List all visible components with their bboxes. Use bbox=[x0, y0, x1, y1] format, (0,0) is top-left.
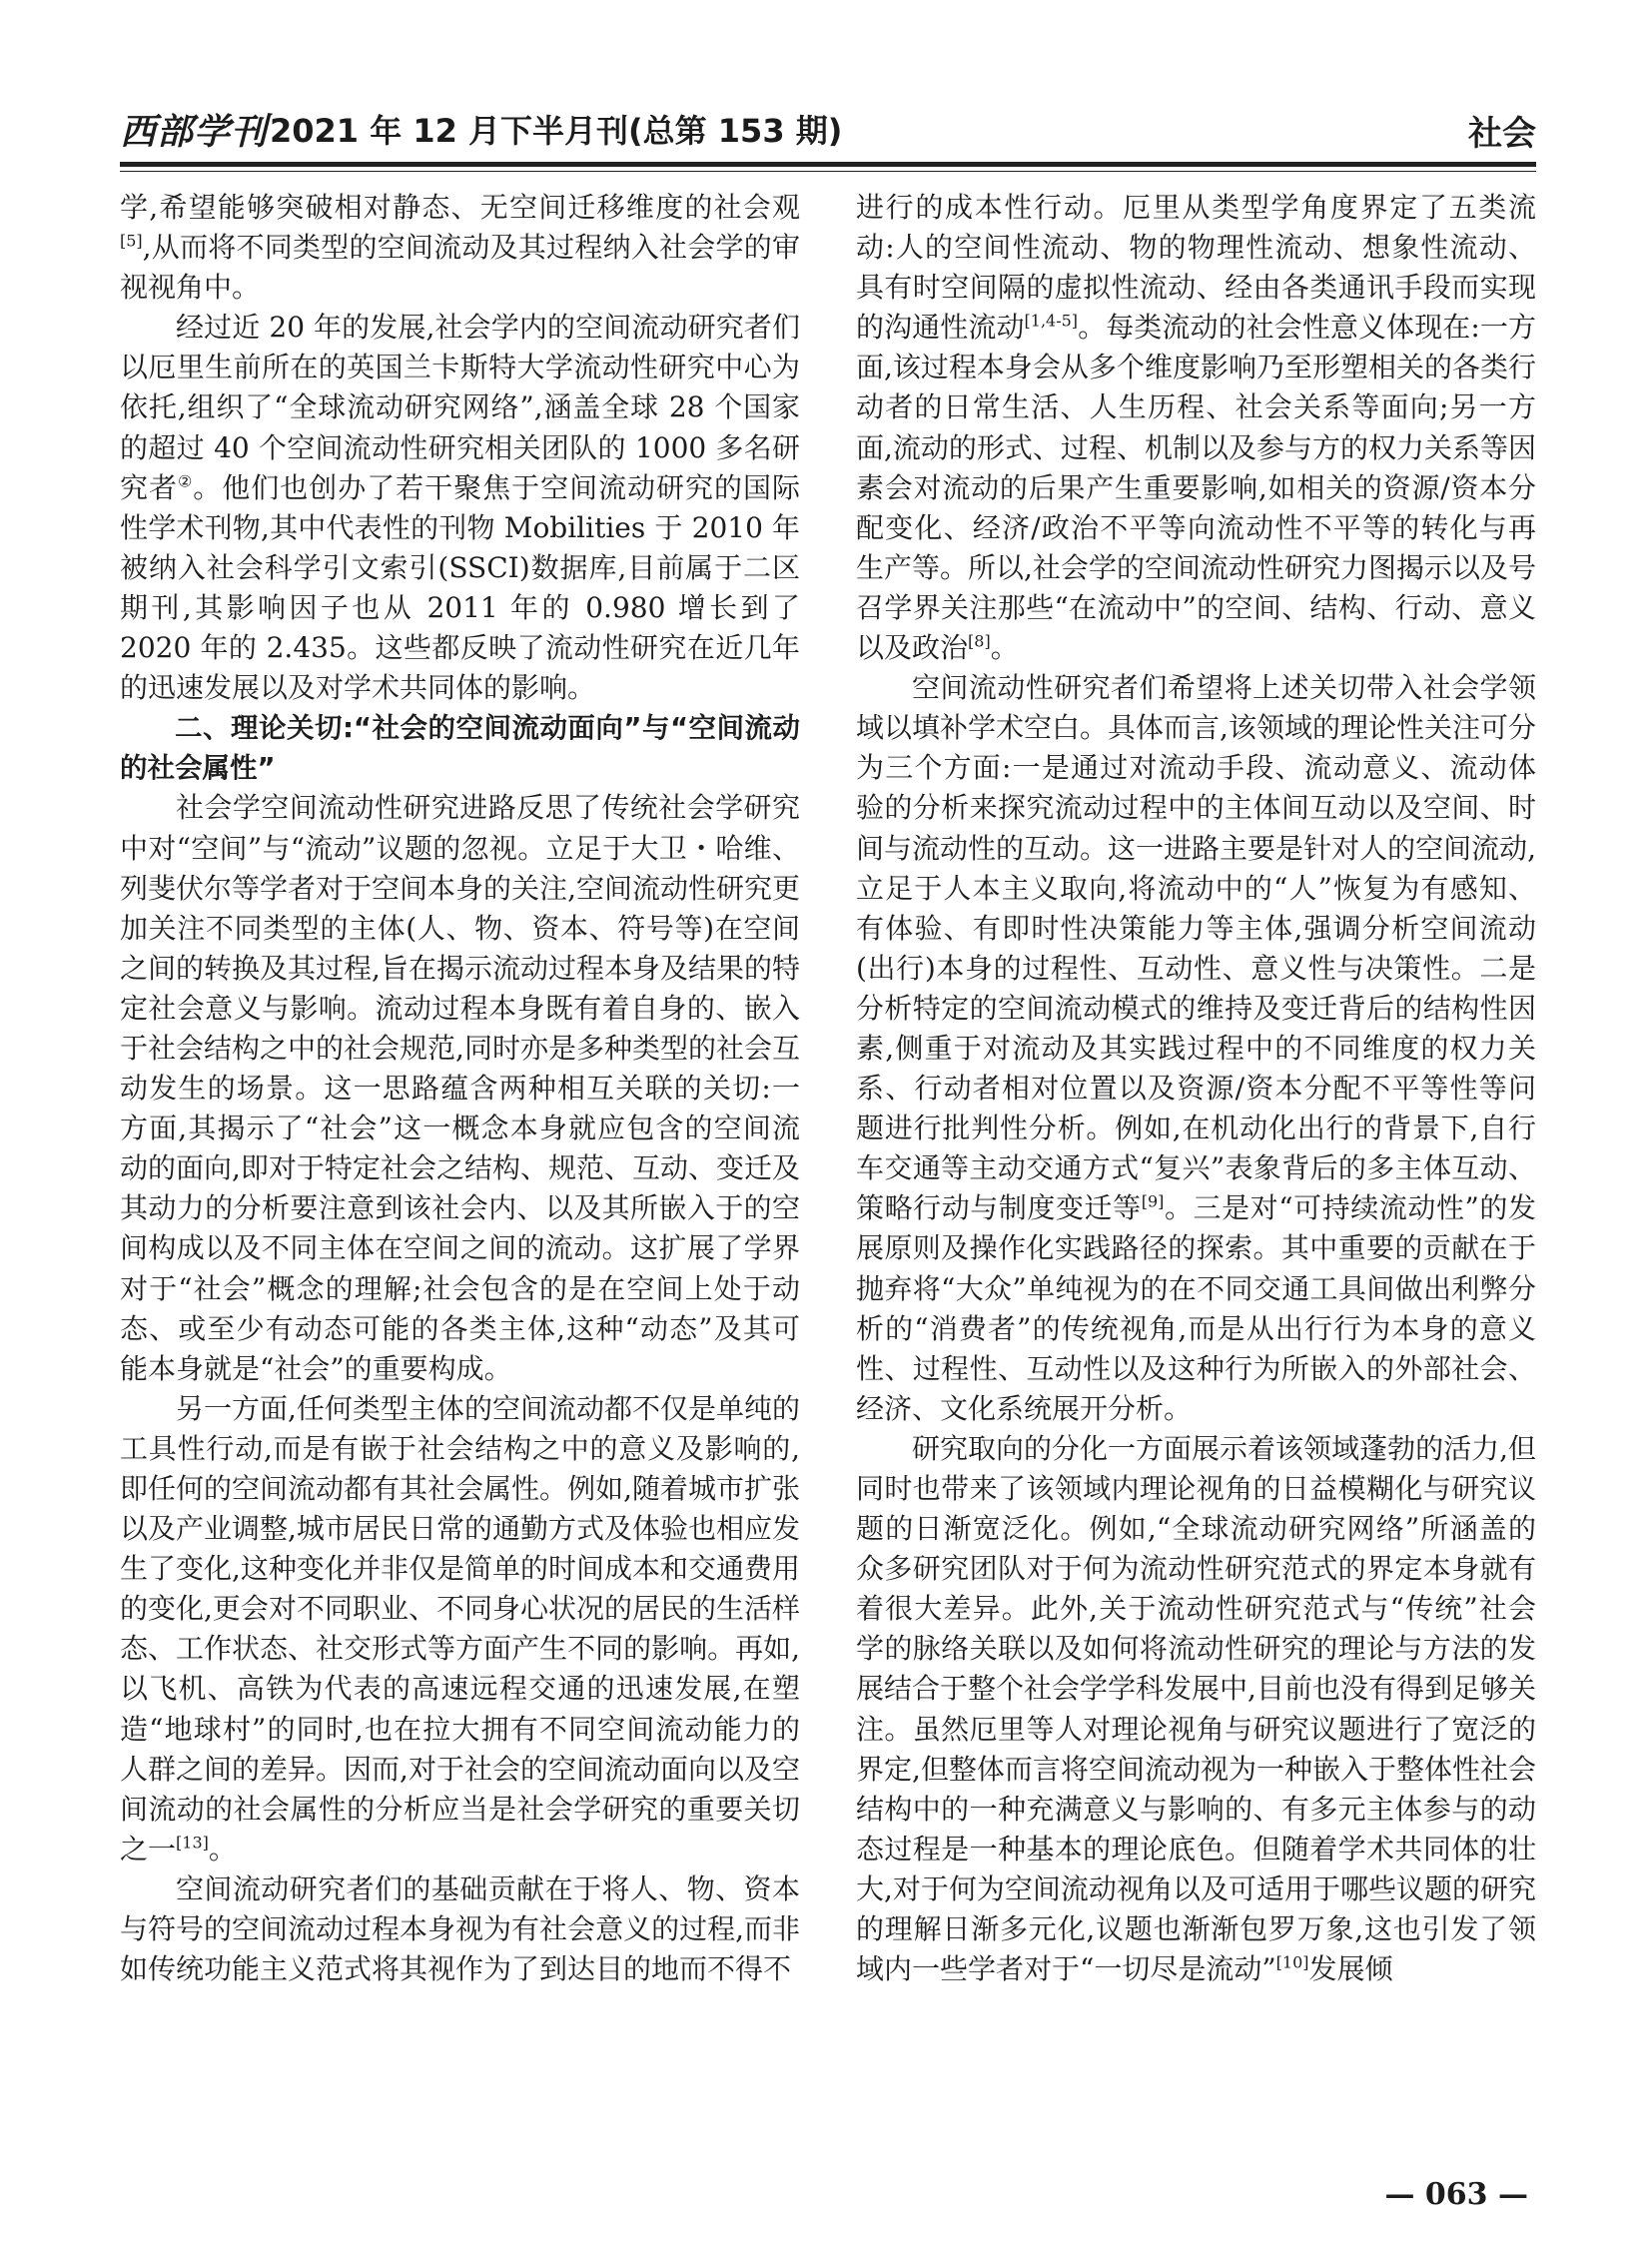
citation: [5] bbox=[120, 231, 143, 251]
left-column bbox=[120, 188, 800, 1989]
section-heading: 二、理论关切:“社会的空间流动面向”与“空间流动的社会属性” bbox=[120, 712, 800, 785]
right-column bbox=[856, 188, 1536, 1989]
paragraph: 空间流动研究者们的基础贡献在于将人、物、资本与符号的空间流动过程本身视为有社会意义的过程,而非如传统功能主义范式将其视作为了到达目的地而不得不 bbox=[120, 1871, 800, 1986]
footnote-marker: ② bbox=[177, 471, 194, 491]
page-header bbox=[120, 102, 1536, 152]
citation: [10] bbox=[1275, 1952, 1309, 1972]
citation: [1,4-5] bbox=[1024, 311, 1079, 331]
header-rule-thick bbox=[120, 162, 1536, 167]
citation: [13] bbox=[176, 1833, 209, 1853]
citation: [8] bbox=[968, 631, 991, 651]
paragraph: 另一方面,任何类型主体的空间流动都不仅是单纯的工具性行动,而是有嵌于社会结构之中的意义及影响的,即任何的空间流动都有其社会属性。例如,随着城市扩张以及产业调整,城市居民日常的通勤方式及体验也相应发生了变化,这种变化并非仅是简单的时间成本和交通费用的变化,更会对不同职业、不同身心状况的居民的生活样态、工作状态、社交形式等方面产生不同的影响。再如,以飞机、高铁为代表的高速远程交通的迅速发展,在塑造“地球村”的同时,也在拉大拥有不同空间流动能力的人群之间的差异。因而,对于社会的空间流动面向以及空间流动的社会属性的分析应当是社会学研究的重要关切之一[13]。 bbox=[120, 1391, 800, 1866]
paragraph: 空间流动性研究者们希望将上述关切带入社会学领域以填补学术空白。具体而言,该领域的理论性关注可分为三个方面:一是通过对流动手段、流动意义、流动体验的分析来探究流动过程中的主体间互动以及空间、时间与流动性的互动。这一进路主要是针对人的空间流动,立足于人本主义取向,将流动中的“人”恢复为有感知、有体验、有即时性决策能力等主体,强调分析空间流动(出行)本身的过程性、互动性、意义性与决策性。二是分析特定的空间流动模式的维持及变迁背后的结构性因素,侧重于对流动及其实践过程中的不同维度的权力关系、行动者相对位置以及资源/资本分配不平等性等问题进行批判性分析。例如,在机动化出行的背景下,自行车交通等主动交通方式“复兴”表象背后的多主体互动、策略行动与制度变迁等[9]。三是对“可持续流动性”的发展原则及操作化实践路径的探索。其中重要的贡献在于抛弃将“大众”单纯视为的在不同交通工具间做出利弊分析的“消费者”的传统视角,而是从出行行为本身的意义性、过程性、互动性以及这种行为所嵌入的外部社会、经济、文化系统展开分析。 bbox=[856, 671, 1536, 1425]
paragraph: 进行的成本性行动。厄里从类型学角度界定了五类流动:人的空间性流动、物的物理性流动、想象性流动、具有时空间隔的虚拟性流动、经由各类通讯手段而实现的沟通性流动[1,4-5]。每类流动的社会性意义体现在:一方面,该过程本身会从多个维度影响乃至形塑相关的各类行动者的日常生活、人生历程、社会关系等面向;另一方面,流动的形式、过程、机制以及参与方的权力关系等因素会对流动的后果产生重要影响,如相关的资源/资本分配变化、经济/政治不平等向流动性不平等的转化与再生产等。所以,社会学的空间流动性研究力图揭示以及号召学界关注那些“在流动中”的空间、结构、行动、意义以及政治[8]。 bbox=[856, 191, 1536, 665]
header-rule-thin bbox=[120, 171, 1536, 172]
citation: [9] bbox=[1141, 1192, 1165, 1212]
paragraph: 学,希望能够突破相对静态、无空间迁移维度的社会观[5],从而将不同类型的空间流动及其过程纳入社会学的审视视角中。 bbox=[120, 191, 800, 305]
section-name: 社会 bbox=[1468, 114, 1536, 154]
paragraph: 经过近 20 年的发展,社会学内的空间流动研究者们以厄里生前所在的英国兰卡斯特大学流动性研究中心为依托,组织了“全球流动研究网络”,涵盖全球 28 个国家的超过 40 个空间流动性研究相关团队的 1000 多名研究者②。他们也创办了若干聚焦于空间流动研究的国际性学术刊物,其中代表性的刊物 Mobilities 于 2010 年被纳入社会科学引文索引(SSCI)数据库,目前属于二区期刊,其影响因子也从 2011 年的 0.980 增长到了 2020 年的 2.435。这些都反映了流动性研究在近几年的迅速发展以及对学术共同体的影响。 bbox=[120, 311, 800, 705]
page-number: — 063 — bbox=[1384, 2177, 1528, 2212]
issue-info: 2021 年 12 月下半月刊(总第 153 期) bbox=[270, 112, 843, 150]
journal-logo: 西部学刊 bbox=[120, 111, 269, 153]
paragraph: 研究取向的分化一方面展示着该领域蓬勃的活力,但同时也带来了该领域内理论视角的日益模糊化与研究议题的日渐宽泛化。例如,“全球流动研究网络”所涵盖的众多研究团队对于何为流动性研究范式的界定本身就有着很大差异。此外,关于流动性研究范式与“传统”社会学的脉络关联以及如何将流动性研究的理论与方法的发展结合于整个社会学学科发展中,目前也没有得到足够关注。虽然厄里等人对理论视角与研究议题进行了宽泛的界定,但整体而言将空间流动视为一种嵌入于整体性社会结构中的一种充满意义与影响的、有多元主体参与的动态过程是一种基本的理论底色。但随着学术共同体的壮大,对于何为空间流动视角以及可适用于哪些议题的研究的理解日渐多元化,议题也渐渐包罗万象,这也引发了领域内一些学者对于“一切尽是流动”[10]发展倾 bbox=[856, 1431, 1536, 1986]
paragraph: 社会学空间流动性研究进路反思了传统社会学研究中对“空间”与“流动”议题的忽视。立足于大卫・哈维、列斐伏尔等学者对于空间本身的关注,空间流动性研究更加关注不同类型的主体(人、物、资本、符号等)在空间之间的转换及其过程,旨在揭示流动过程本身及结果的特定社会意义与影响。流动过程本身既有着自身的、嵌入于社会结构之中的社会规范,同时亦是多种类型的社会互动发生的场景。这一思路蕴含两种相互关联的关切:一方面,其揭示了“社会”这一概念本身就应包含的空间流动的面向,即对于特定社会之结构、规范、互动、变迁及其动力的分析要注意到该社会内、以及其所嵌入于的空间构成以及不同主体在空间之间的流动。这扩展了学界对于“社会”概念的理解;社会包含的是在空间上处于动态、或至少有动态可能的各类主体,这种“动态”及其可能本身就是“社会”的重要构成。 bbox=[120, 791, 800, 1385]
